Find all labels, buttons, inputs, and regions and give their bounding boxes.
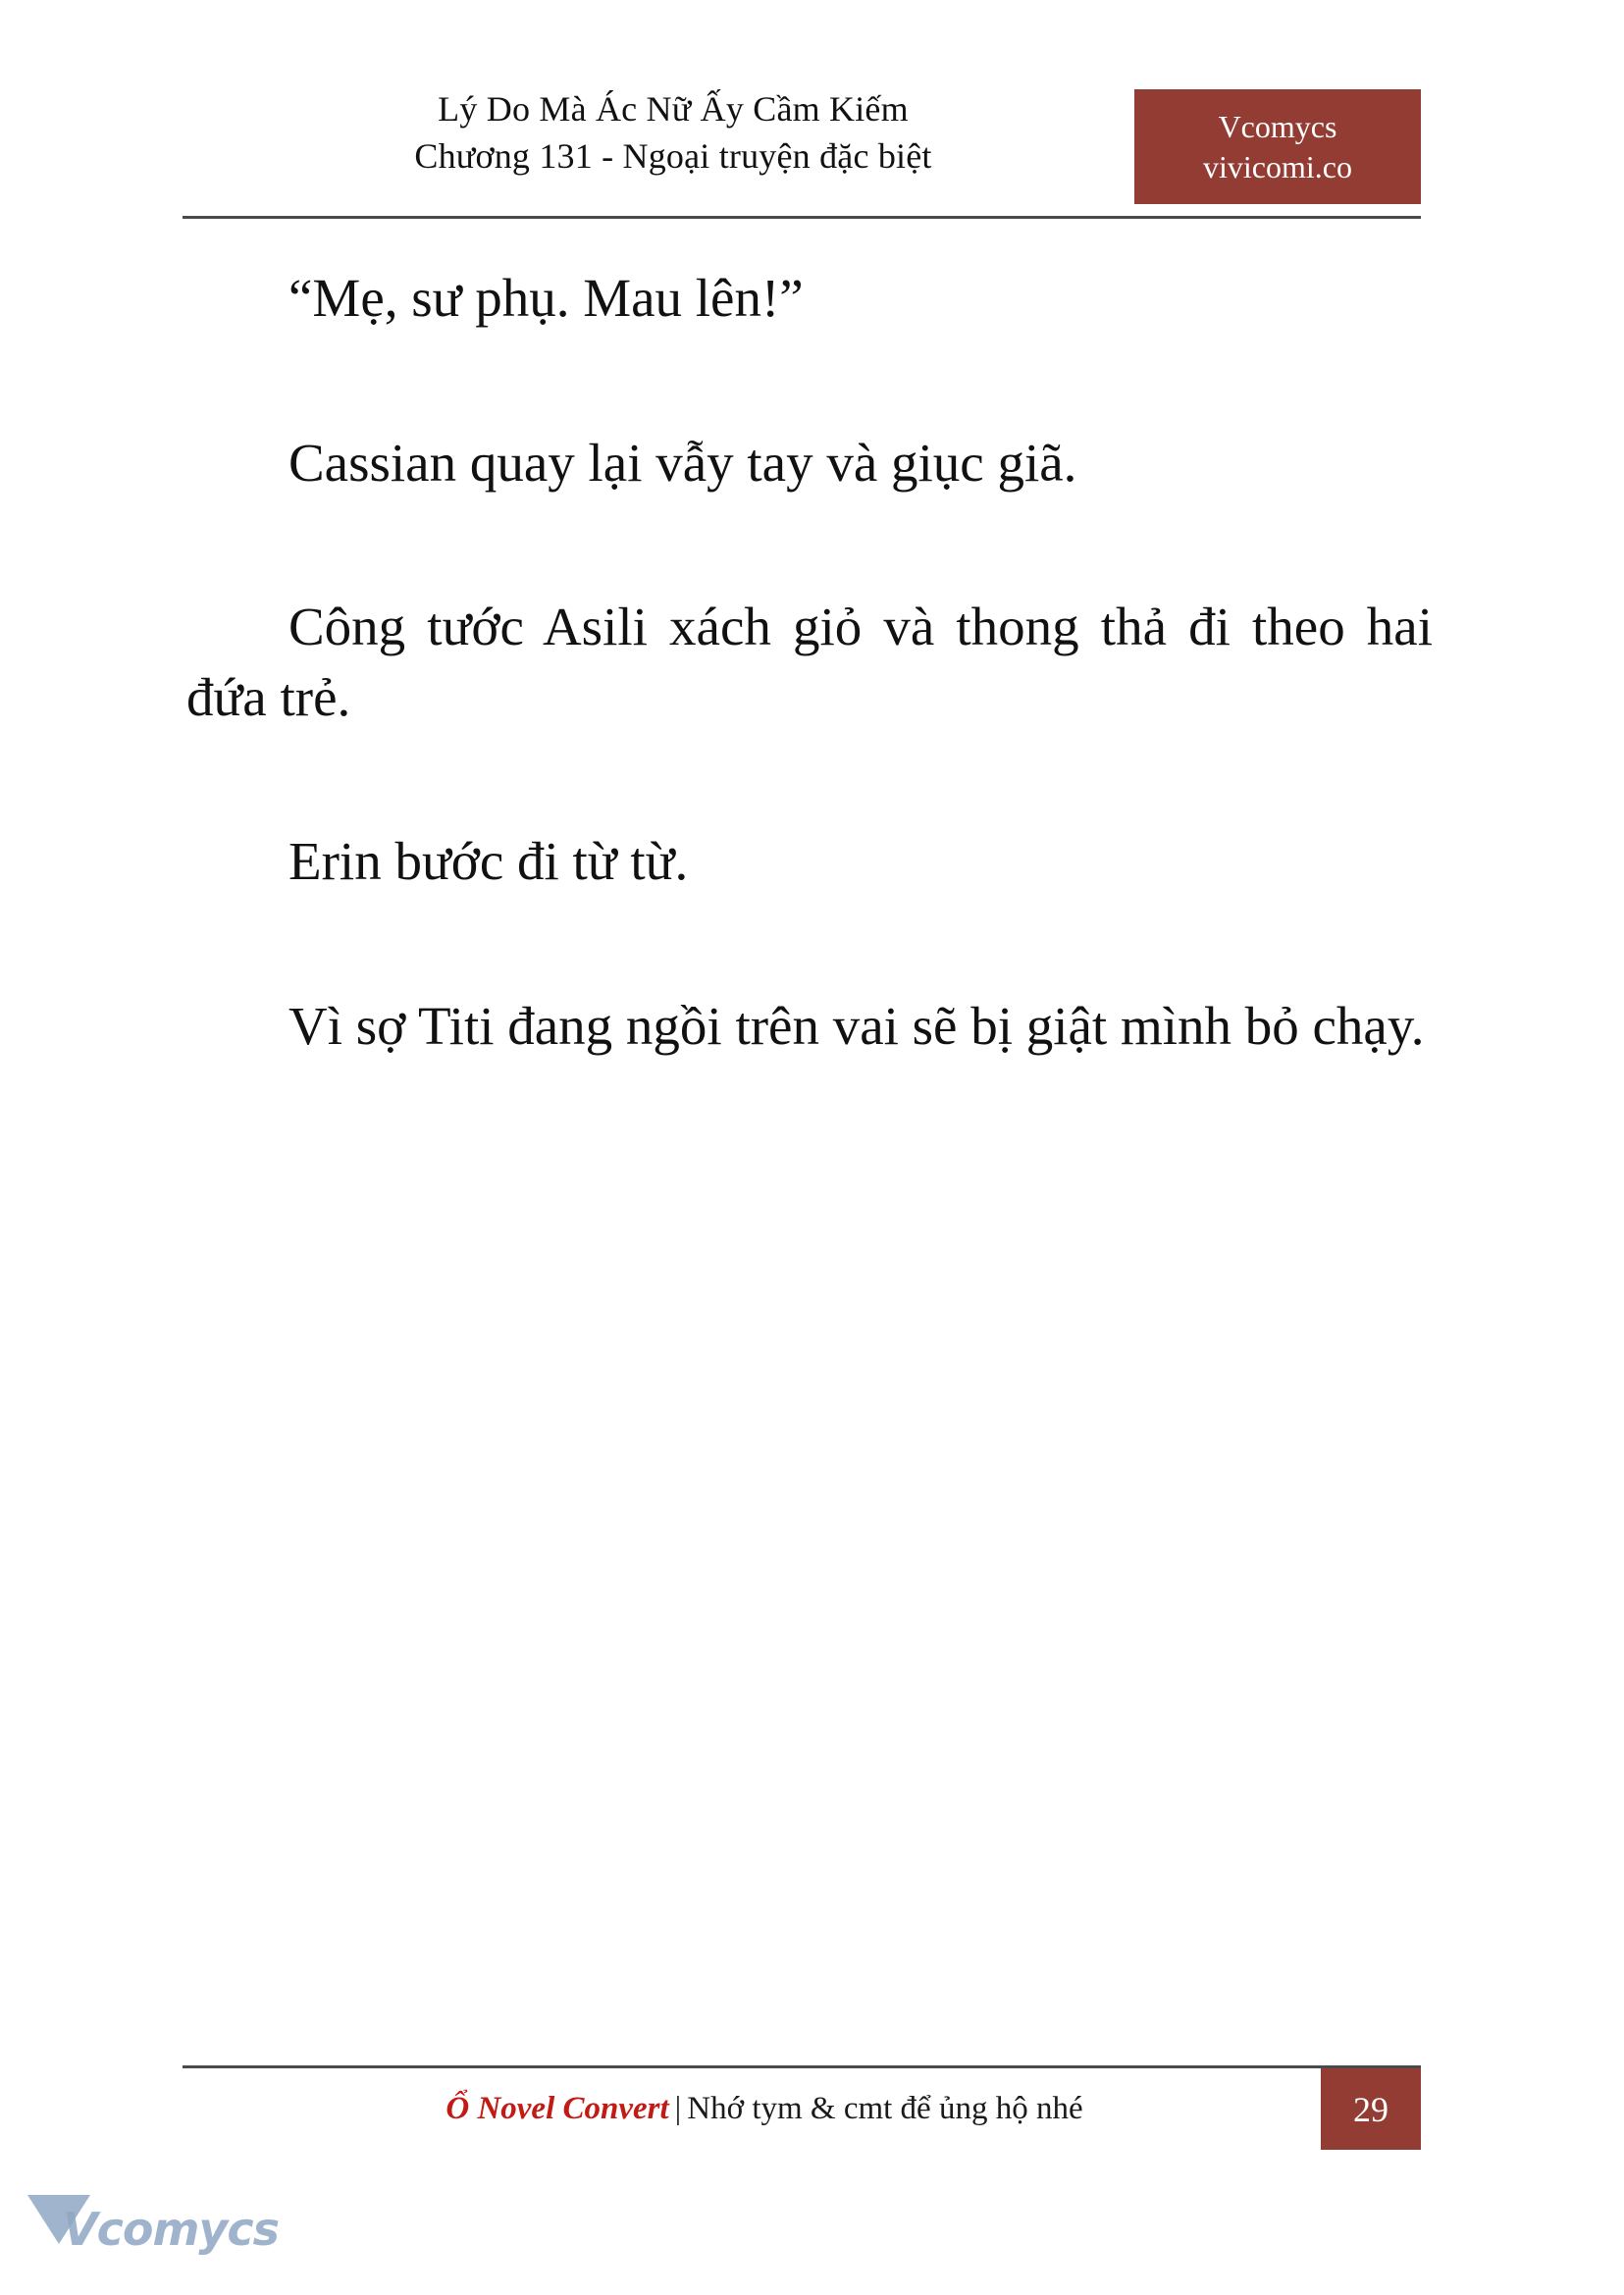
paragraph: Erin bước đi từ từ. <box>288 831 689 891</box>
paragraph: Cassian quay lại vẫy tay và giục giã. <box>288 432 1077 493</box>
watermark-text: Vcomycs <box>63 2203 280 2256</box>
site-badge-url: vivicomi.co <box>1203 148 1352 184</box>
site-badge <box>1134 89 1421 204</box>
header-divider <box>183 216 1421 219</box>
footer-brand: Ổ Novel Convert <box>445 2091 669 2126</box>
page-footer <box>183 2065 1421 2150</box>
footer-content <box>183 2068 1421 2150</box>
footer-credit <box>445 2091 1082 2127</box>
site-badge-name: Vcomycs <box>1218 108 1337 144</box>
paragraph: Vì sợ Titi đang ngồi trên vai sẽ bị giật mình bỏ chạy. <box>288 995 1425 1056</box>
novel-title: Lý Do Mà Ác Nữ Ấy Cầm Kiếm <box>438 89 909 129</box>
page-number: 29 <box>1321 2068 1421 2150</box>
paragraph: Công tước Asili xách giỏ và thong thả đi theo hai đứa trẻ. <box>186 597 1433 727</box>
vcomycs-watermark-logo <box>27 2187 280 2271</box>
header-title-block <box>183 86 1164 180</box>
paragraph: “Mẹ, sư phụ. Mau lên!” <box>288 268 804 328</box>
footer-separator: | <box>674 2091 682 2126</box>
page-content <box>186 263 1433 1061</box>
chapter-title: Chương 131 - Ngoại truyện đặc biệt <box>414 135 932 176</box>
footer-note: Nhớ tym & cmt để ủng hộ nhé <box>687 2091 1083 2126</box>
page-header <box>183 86 1421 219</box>
